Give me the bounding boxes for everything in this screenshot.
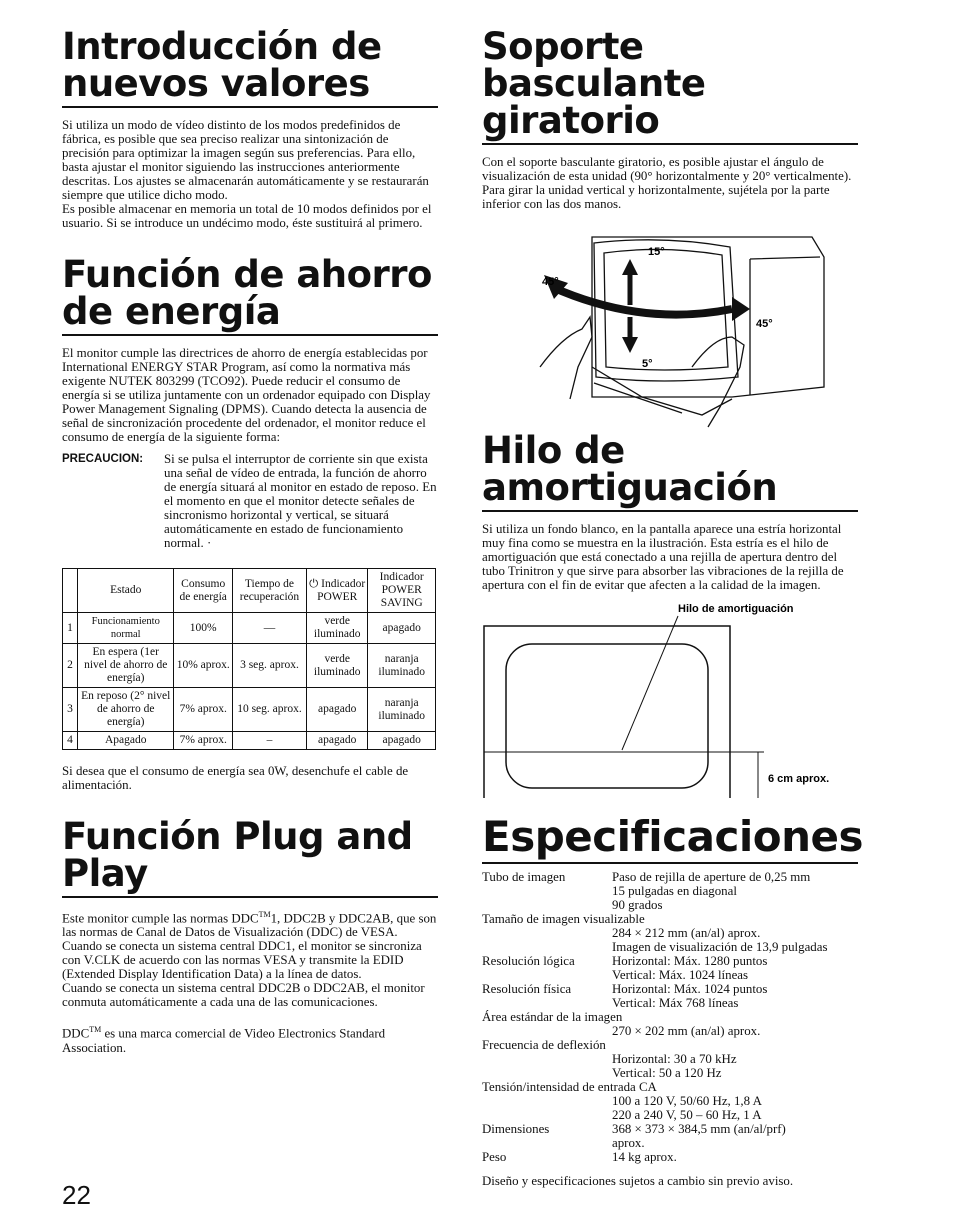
plug-paragraph-1: Este monitor cumple las normas DDC™1, DDC2B y DDC2AB, que son las normas de Canal de Datos de Visualización (DDC) de VESA. xyxy=(62,910,437,940)
table-row: 2 En espera (1er nivel de ahorro de energía) 10% aprox. 3 seg. aprox. verde iluminado naranja iluminado xyxy=(63,644,436,688)
table-row: 1 Funcionamiento normal 100% — verde iluminado apagado xyxy=(63,613,436,644)
label-down-angle: 5° xyxy=(642,358,653,370)
spec-weight: Peso 14 kg aprox. xyxy=(482,1150,677,1164)
spec-list xyxy=(482,870,858,1188)
label-up-angle: 15° xyxy=(648,246,665,258)
swivel-arrow xyxy=(552,287,732,315)
stand-paragraph-1: Con el soporte basculante giratorio, es posible ajustar el ángulo de visualización de esta unidad (90° horizontalmente y 20° verticalmente). xyxy=(482,155,852,183)
stand-paragraph-2: Para girar la unidad vertical y horizontalmente, sujétela por la parte inferior con las dos manos. xyxy=(482,183,830,211)
plug-paragraph-4: DDC™ es una marca comercial de Video Electronics Standard Association. xyxy=(62,1025,386,1055)
spec-size-key: Tamaño de imagen visualizable xyxy=(482,912,645,926)
energy-table xyxy=(62,568,436,750)
label-right-angle: 45° xyxy=(756,318,773,330)
th-tiempo: Tiempo de recuperación xyxy=(232,569,306,613)
energy-paragraph-1: El monitor cumple las directrices de ahorro de energía establecidas por International ENERGY STAR Program, así como la normativa más exigente NUTEK 803299 (TCO92). Puede reducir el consumo de energía si se utiliza juntamente con un ordenador equipado con Display Power Management Signaling (DPMS). Cuando detecta la ausencia de señal de sincronización procedente del ordenador, el monitor reduce el consumo de energía de la siguiente forma: xyxy=(62,346,431,444)
th-power: ⏻ Indicador POWER xyxy=(307,569,368,613)
spec-voltage-key: Tensión/intensidad de entrada CA xyxy=(482,1080,657,1094)
heading-specifications: Especificaciones xyxy=(482,816,858,864)
monitor-base xyxy=(592,367,732,415)
spec-physical-resolution: Resolución física Horizontal: Máx. 1024 puntos Vertical: Máx 768 líneas xyxy=(482,982,768,1010)
monitor-body xyxy=(592,237,824,397)
spec-dimensions: Dimensiones 368 × 373 × 384,5 mm (an/al/prf) aprox. xyxy=(482,1122,786,1150)
th-power-saving: Indicador POWER SAVING xyxy=(368,569,436,613)
damper-wire-label: Hilo de amortiguación xyxy=(678,603,794,615)
spec-size-values: 284 × 212 mm (an/al) aprox. Imagen de visualización de 13,9 pulgadas xyxy=(612,926,828,954)
label-left-angle: 45° xyxy=(542,276,559,288)
spec-tube: Tubo de imagen Paso de rejilla de aperture de 0,25 mm 15 pulgadas en diagonal 90 grados xyxy=(482,870,811,912)
plug-paragraph-3: Cuando se conecta un sistema central DDC2B o DDC2AB, el monitor conmuta automáticamente a cada una de las comunicaciones. xyxy=(62,981,425,1010)
left-hand xyxy=(540,317,592,399)
spec-frequency-key: Frecuencia de deflexión xyxy=(482,1038,606,1052)
heading-plug-and-play: Función Plug and Play xyxy=(62,818,438,898)
th-consumo: Consumo de energía xyxy=(174,569,232,613)
energy-paragraph-2: Si desea que el consumo de energía sea 0W, desenchufe el cable de alimentación. xyxy=(62,764,409,792)
spec-logical-resolution: Resolución lógica Horizontal: Máx. 1280 puntos Vertical: Máx. 1024 líneas xyxy=(482,954,768,982)
heading-intro: Introducción de nuevos valores xyxy=(62,28,438,108)
caution-label: PRECAUCION: xyxy=(62,453,144,465)
intro-paragraph-1: Si utiliza un modo de vídeo distinto de los modos predefinidos de fábrica, es posible que sea preciso realizar una sintonización de precisión para optimizar la imagen según sus preferencias. Para ello, basta ajustar el monitor siguiendo las instrucciones anteriormente descritas. Los ajustes se almacenarán automáticamente y se restaurarán siempre que utilice dicho modo. xyxy=(62,118,429,202)
caution-text: Si se pulsa el interruptor de corriente sin que exista una señal de vídeo de entrada, la función de ahorro de energía situará al monitor en estado de reposo. En el momento en que el monitor detecte señales de sincronismo horizontal y vertical, se situará automáticamente en estado de funcionamiento normal. · xyxy=(164,452,437,550)
leader-line xyxy=(622,616,678,750)
heading-stand: Soporte basculante giratorio xyxy=(482,28,858,145)
table-row: 3 En reposo (2° nivel de ahorro de energía) 7% aprox. 10 seg. aprox. apagado naranja iluminado xyxy=(63,688,436,732)
spec-voltage-values: 100 a 120 V, 50/60 Hz, 1,8 A 220 a 240 V, 50 – 60 Hz, 1 A xyxy=(612,1094,762,1122)
spec-standard-area-key: Área estándar de la imagen xyxy=(482,1010,623,1024)
table-header-row xyxy=(63,569,436,613)
page-number: 22 xyxy=(62,1180,91,1210)
right-column xyxy=(482,25,863,1188)
spec-frequency-values: Horizontal: 30 a 70 kHz Vertical: 50 a 120 Hz xyxy=(612,1052,737,1080)
wire-paragraph: Si utiliza un fondo blanco, en la pantalla aparece una estría horizontal muy fina como se muestra en la ilustración. Esta estría es el hilo de amortiguación que está conectado a una rejilla de apertura dentro del tubo Trinitron y que sirve para absorber las vibraciones de la rejilla de apertura con el fin de evitar que afecten a la calidad de la imagen. xyxy=(482,522,844,592)
caution-block xyxy=(62,452,438,550)
heading-damper-wire: Hilo de amortiguación xyxy=(482,432,858,512)
screen-area xyxy=(506,644,708,788)
plug-paragraph-2: Cuando se conecta un sistema central DDC1, el monitor se sincroniza con V.CLK de acuerdo con las normas VESA y transmite la EDID (Extended Display Identification Data) a la línea de datos. xyxy=(62,939,422,982)
dimension-label: 6 cm aprox. xyxy=(768,773,830,785)
table-row: 4 Apagado 7% aprox. – apagado apagado xyxy=(63,732,436,750)
power-icon: ⏻ xyxy=(309,577,319,590)
th-estado: Estado xyxy=(78,569,174,613)
damper-wire-illustration xyxy=(482,598,858,798)
left-column xyxy=(62,25,438,1055)
spec-note: Diseño y especificaciones sujetos a cambio sin previo aviso. xyxy=(482,1174,794,1188)
screen-frame xyxy=(484,626,730,798)
intro-paragraph-2: Es posible almacenar en memoria un total de 10 modos definidos por el usuario. Si se introduce un undécimo modo, éste sustituirá al primero. xyxy=(62,202,432,230)
spec-standard-area-value: 270 × 202 mm (an/al) aprox. xyxy=(612,1024,761,1038)
tilt-swivel-illustration xyxy=(482,217,858,432)
heading-energy: Función de ahorro de energía xyxy=(62,256,438,336)
